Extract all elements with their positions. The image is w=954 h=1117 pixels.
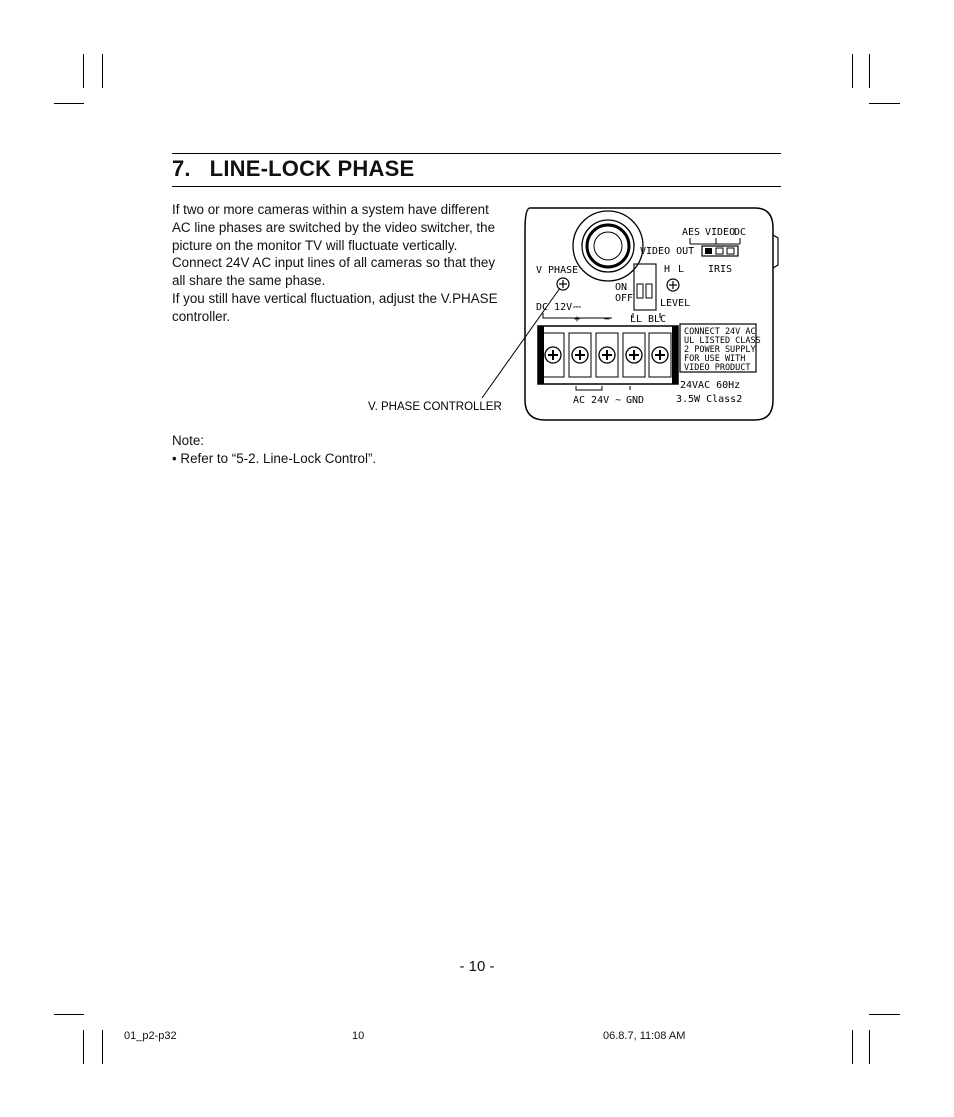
- iris-switch-icon: [690, 238, 740, 256]
- iris-label: IRIS: [708, 264, 733, 275]
- level-label: LEVEL: [660, 298, 691, 309]
- on-label: ON: [615, 282, 628, 293]
- crop-mark: [852, 54, 853, 88]
- camera-rear-panel-diagram: [360, 200, 780, 425]
- note-heading: Note:: [172, 433, 205, 448]
- warning-text: 2 POWER SUPPLY: [684, 345, 756, 355]
- crop-mark: [852, 1030, 853, 1064]
- blc-label: BLC: [648, 314, 667, 325]
- terminal-screw-icon: [542, 333, 564, 377]
- crop-mark: [83, 54, 84, 88]
- terminal-screw-icon: [596, 333, 618, 377]
- level-l-label: L: [678, 264, 685, 275]
- crop-mark: [869, 1030, 870, 1064]
- paragraph: Connect 24V AC input lines of all cameras so that they all share the same phase.: [172, 255, 496, 289]
- terminal-screw-icon: [569, 333, 591, 377]
- heading-rule-top: [172, 153, 781, 154]
- ac24v-label: AC 24V ~: [573, 395, 622, 406]
- page-number: - 10 -: [459, 958, 495, 975]
- dip-switch-icon: [634, 264, 656, 310]
- aes-label: AES: [682, 227, 701, 238]
- note-item: • Refer to “5-2. Line-Lock Control”.: [172, 451, 377, 466]
- rating-line-2: 3.5W Class2: [676, 394, 743, 405]
- video-label: VIDEO: [705, 227, 736, 238]
- dc-label: DC: [734, 227, 747, 238]
- level-h-label: H: [664, 264, 671, 275]
- warning-text: VIDEO PRODUCT: [684, 363, 751, 373]
- dc12v-label: DC 12V: [536, 302, 573, 313]
- gnd-label: GND: [626, 395, 645, 406]
- video-out-label: VIDEO OUT: [640, 246, 695, 257]
- v-phase-label: V PHASE: [536, 265, 579, 276]
- heading-rule-bottom: [172, 186, 781, 187]
- footer-file: 01_p2-p32: [124, 1030, 177, 1042]
- dc-symbol-icon: ⎓: [573, 302, 581, 313]
- crop-mark: [54, 103, 84, 104]
- note-block: [172, 432, 376, 468]
- rating-line-1: 24VAC 60Hz: [680, 380, 741, 391]
- off-label: OFF: [615, 293, 634, 304]
- crop-mark: [83, 1030, 84, 1064]
- crop-mark: [869, 1014, 900, 1015]
- polarity-plus: +: [574, 314, 581, 325]
- section-title: 7. LINE-LOCK PHASE: [172, 156, 415, 181]
- footer-page: 10: [352, 1030, 365, 1042]
- crop-mark: [869, 54, 870, 88]
- terminal-screw-icon: [649, 333, 671, 377]
- crop-mark: [54, 1014, 84, 1015]
- terminal-block: [538, 326, 678, 384]
- crop-mark: [102, 54, 103, 88]
- crop-mark: [102, 1030, 103, 1064]
- paragraph: If you still have vertical fluctuation, adjust the V.PHASE controller.: [172, 290, 498, 324]
- polarity-minus: −: [604, 314, 611, 325]
- level-controller-icon: [667, 279, 679, 291]
- footer-timestamp: 06.8.7, 11:08 AM: [603, 1030, 686, 1042]
- terminal-screw-icon: [623, 333, 645, 377]
- callout-label: V. PHASE CONTROLLER: [368, 401, 502, 413]
- warning-text: FOR USE WITH: [684, 354, 746, 364]
- v-phase-controller-icon: [557, 278, 569, 290]
- warning-text: CONNECT 24V AC: [684, 327, 756, 337]
- warning-label: [680, 324, 761, 373]
- video-out-connector-icon: [573, 211, 643, 281]
- paragraph: If two or more cameras within a system have different AC line phases are switched by the video switcher, the picture on the monitor TV will fluctuate vertically.: [172, 202, 496, 253]
- warning-text: UL LISTED CLASS: [684, 336, 761, 346]
- crop-mark: [869, 103, 900, 104]
- ll-label: LL: [630, 314, 643, 325]
